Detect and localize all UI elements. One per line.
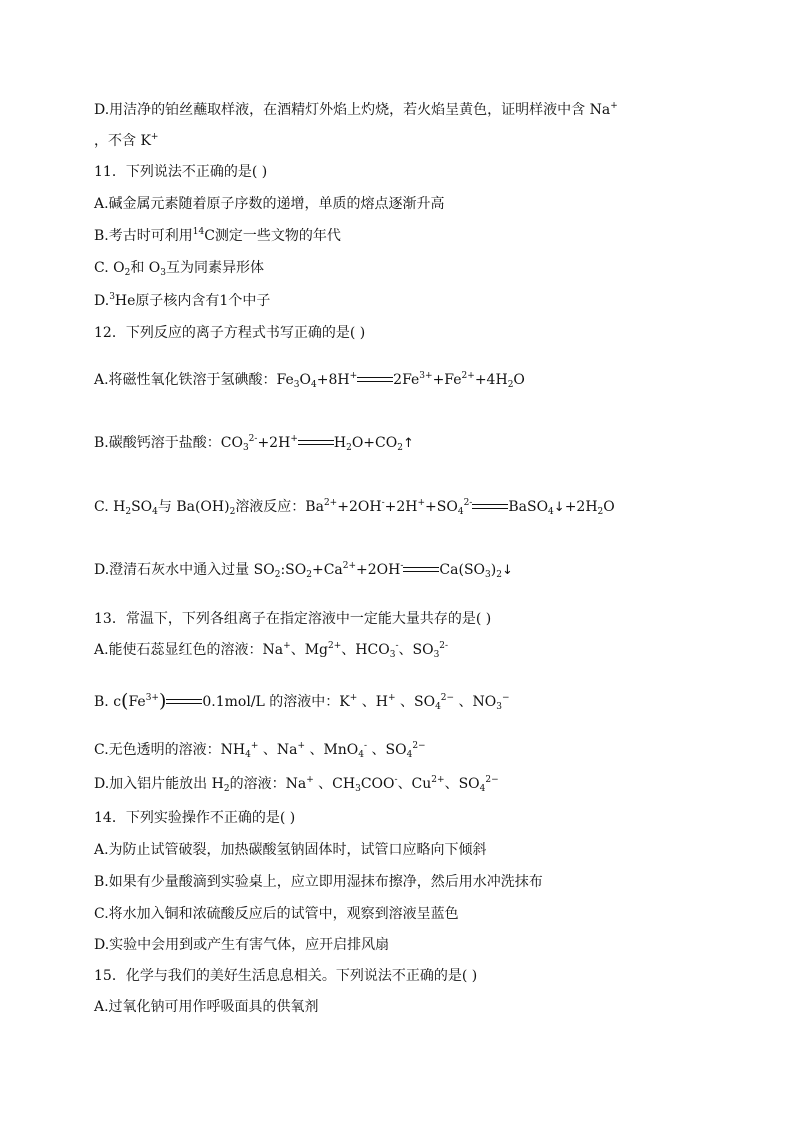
question-11-option-c: C. $O_2$和 $O_3$互为同素异形体 [94,260,264,278]
question-11-option-d: D.$^3$He原子核内含有1个中子 [94,292,271,309]
question-14: 14．下列实验操作不正确的是( ) [94,810,296,826]
equals-sign [403,565,439,575]
question-12-option-a: A.将磁性氧化铁溶于氢碘酸：$Fe_3O_4+8H^+$ $2Fe^{3+}+Fe^{2+}+4H_2O$ [94,371,525,390]
question-12-option-c: C. $H_2SO_4$与 $Ba(OH)_2$溶液反应：$Ba^{2+}+2OH^-+2H^++SO_4^{2-}$ $BaSO_4↓+2H_2O$ [94,498,615,517]
question-12-option-b: B.碳酸钙溶于盐酸：$CO_3^{2-}+2H^+$ $H_2O+CO_2↑$ [94,434,414,453]
equals-sign [357,375,393,385]
question-14-option-a: A.为防止试管破裂，加热碳酸氢钠固体时，试管口应略向下倾斜 [94,842,487,858]
question-14-option-c: C.将水加入铜和浓硫酸反应后的试管中，观察到溶液呈蓝色 [94,906,459,922]
question-13-option-b: B. $c(Fe^{3+})$ 0.1mol/L 的溶液中：K+ 、H+ 、$SO_4^{2-}$ 、$NO_3^-$ [94,690,510,712]
question-12: 12．下列反应的离子方程式书写正确的是( ) [94,325,366,341]
equals-sign [166,697,202,707]
option-d-flame-test: D.用洁净的铂丝蘸取样液，在酒精灯外焰上灼烧，若火焰呈黄色，证明样液中含 Na+ [94,101,618,118]
down-arrow-icon: ↓ [501,563,513,578]
question-15: 15．化学与我们的美好生活息息相关。下列说法不正确的是( ) [94,968,478,984]
question-13-option-a: A.能使石蕊显红色的溶液：Na+、$Mg^{2+}$、$HCO_3^-$、$SO_3^{2-}$ [94,641,449,660]
question-15-option-a: A.过氧化钠可用作呼吸面具的供氧剂 [94,999,319,1015]
equals-sign [472,502,508,512]
down-arrow-icon: ↓ [553,500,565,515]
question-12-option-d: D.澄清石灰水中通入过量 $SO_2:SO_2+Ca^{2+}+2OH^-$ $Ca(SO_3)_2↓$ [94,561,513,580]
equals-sign [298,438,334,448]
question-11-option-a: A.碱金属元素随着原子序数的递增，单质的熔点逐渐升高 [94,196,445,212]
question-13-option-d: D.加入铝片能放出 $H_2$的溶液：Na+ 、$CH_3COO^-$、$Cu^{2+}$、$SO_4^{2-}$ [94,775,499,794]
question-14-option-b: B.如果有少量酸滴到实验桌上，应立即用湿抹布擦净，然后用水冲洗抹布 [94,874,543,890]
question-11: 11．下列说法不正确的是( ) [94,164,268,180]
option-d-flame-test-cont: ，不含 K+ [94,132,159,149]
question-11-option-b: B.考古时可利用$^{14}$C测定一些文物的年代 [94,227,341,244]
question-13: 13．常温下，下列各组离子在指定溶液中一定能大量共存的是( ) [94,611,492,627]
question-13-option-c: C.无色透明的溶液：$NH_4^+$ 、Na+ 、MnO$_4$- 、$SO_4^{2-}$ [94,741,426,760]
question-14-option-d: D.实验中会用到或产生有害气体，应开启排风扇 [94,937,390,953]
up-arrow-icon: ↑ [402,436,414,451]
